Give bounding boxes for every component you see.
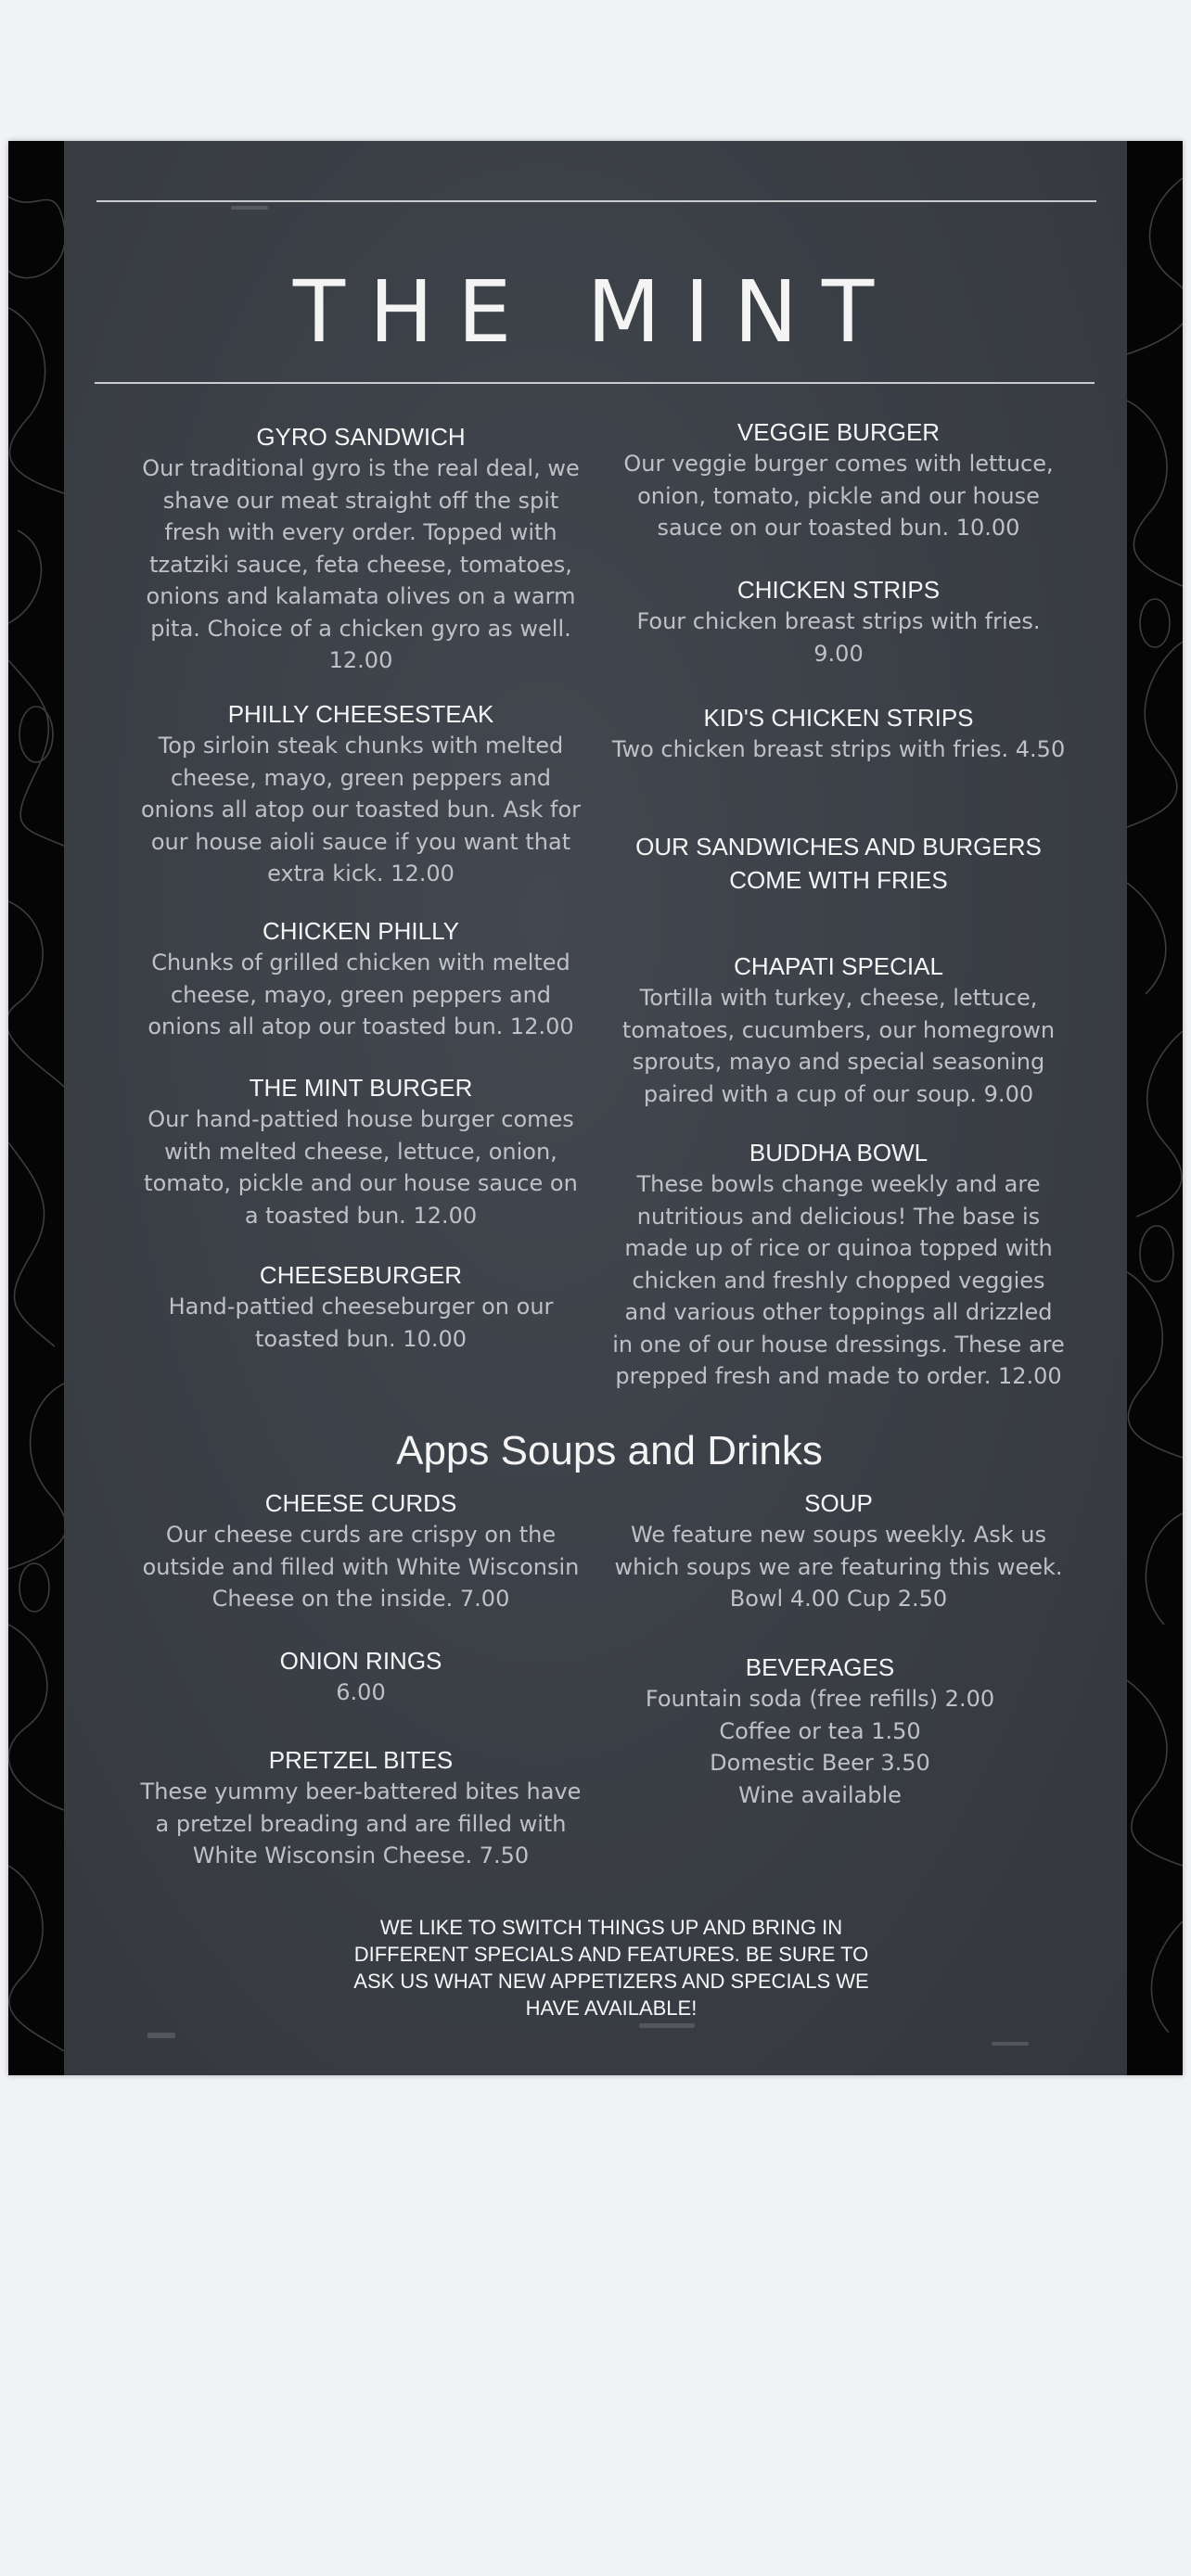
topographic-border-right — [1127, 141, 1183, 2075]
item-name: CHICKEN PHILLY — [263, 917, 459, 945]
item-name: PRETZEL BITES — [268, 1746, 454, 1774]
item-name: VEGGIE BURGER — [736, 418, 941, 446]
menu-item-soup — [611, 1487, 1066, 1615]
chalk-mark — [147, 2033, 175, 2038]
topographic-pattern-right-icon — [1127, 141, 1183, 2075]
item-name: CHEESEBURGER — [259, 1261, 463, 1289]
item-name: CHEESE CURDS — [264, 1489, 457, 1517]
beverage-line: Fountain soda (free refills) 2.00 — [645, 1686, 995, 1712]
menu-item-buddha-bowl — [611, 1137, 1066, 1393]
menu-item-cheese-curds — [138, 1487, 583, 1615]
item-name: BUDDHA BOWL — [749, 1139, 928, 1167]
specials-footer-note: WE LIKE TO SWITCH THINGS UP AND BRING IN DIFFERENT SPECIALS AND FEATURES. BE SURE TO ASK US WHAT NEW APPETIZERS AND SPECIALS WE HAVE AVAILABLE! — [353, 1916, 869, 2020]
title-divider — [95, 382, 1095, 384]
item-name: OUR SANDWICHES AND BURGERS COME WITH FRIES — [635, 833, 1042, 894]
section-heading-apps-soups-drinks: Apps Soups and Drinks — [396, 1428, 823, 1473]
item-description: Top sirloin steak chunks with melted cheese, mayo, green peppers and onions all atop our toasted bun. Ask for our house aioli sauce if you want that extra kick. 12.00 — [140, 733, 582, 886]
fries-note — [611, 830, 1066, 897]
beverage-line: Wine available — [738, 1781, 902, 1808]
item-description: Our veggie burger comes with lettuce, onion, tomato, pickle and our house sauce on our toasted bun. 10.00 — [623, 451, 1054, 541]
topographic-border-left — [8, 141, 64, 2075]
menu-item-mint-burger — [138, 1072, 583, 1231]
item-description: Four chicken breast strips with fries. 9.00 — [636, 608, 1041, 667]
beverage-line: Domestic Beer 3.50 — [710, 1750, 930, 1776]
menu-item-gyro-sandwich — [138, 421, 583, 677]
item-name: SOUP — [804, 1489, 873, 1517]
menu-item-pretzel-bites — [138, 1744, 583, 1872]
item-description: Our cheese curds are crispy on the outside and filled with White Wisconsin Cheese on the inside. 7.00 — [142, 1522, 580, 1612]
menu-item-cheeseburger — [138, 1259, 583, 1355]
chalk-mark — [992, 2042, 1029, 2046]
item-name: KID'S CHICKEN STRIPS — [703, 704, 974, 732]
menu-item-chicken-strips — [611, 574, 1066, 670]
topographic-pattern-left-icon — [8, 141, 64, 2075]
top-divider — [96, 200, 1096, 202]
chalkboard-panel — [64, 141, 1127, 2075]
beverage-line: Coffee or tea 1.50 — [719, 1717, 921, 1744]
item-description: Hand-pattied cheeseburger on our toasted bun. 10.00 — [168, 1294, 554, 1352]
item-name: ONION RINGS — [279, 1647, 442, 1675]
menu-item-beverages — [593, 1651, 1047, 1811]
menu-item-veggie-burger — [611, 416, 1066, 544]
item-description: These bowls change weekly and are nutritious and delicious! The base is made up of rice or quinoa topped with chicken and freshly chopped veggies and various other toppings all drizzled in one of our house dressings. These are prepped fresh and made to order. 12.00 — [612, 1171, 1065, 1389]
item-name: THE MINT BURGER — [249, 1074, 473, 1102]
item-description: Tortilla with turkey, cheese, lettuce, tomatoes, cucumbers, our homegrown sprouts, mayo and special seasoning paired with a cup of our soup. 9.00 — [621, 985, 1056, 1107]
menu-item-onion-rings — [138, 1645, 583, 1709]
item-description: Chunks of grilled chicken with melted cheese, mayo, green peppers and onions all atop our toasted bun. 12.00 — [147, 950, 574, 1039]
item-description: Our traditional gyro is the real deal, we shave our meat straight off the spit fresh with every order. Topped with tzatziki sauce, feta cheese, tomatoes, onions and kalamata olives on a warm pita. Choice of a chicken gyro as well. 12.00 — [142, 455, 580, 673]
item-name: BEVERAGES — [745, 1653, 895, 1681]
restaurant-title: THE MINT — [292, 262, 899, 362]
item-name: PHILLY CHEESESTEAK — [227, 700, 494, 728]
item-name: CHAPATI SPECIAL — [734, 952, 943, 980]
menu-item-chicken-philly — [138, 915, 583, 1043]
chalk-mark — [639, 2023, 695, 2028]
item-name: GYRO SANDWICH — [256, 423, 466, 451]
item-name: CHICKEN STRIPS — [736, 576, 941, 604]
item-description: We feature new soups weekly. Ask us which soups we are featuring this week. Bowl 4.00 Cup 2.50 — [614, 1522, 1063, 1612]
menu-item-kids-chicken-strips — [611, 702, 1066, 766]
item-description: These yummy beer-battered bites have a pretzel breading and are filled with White Wisconsin Cheese. 7.50 — [140, 1779, 582, 1868]
item-description: Our hand-pattied house burger comes with melted cheese, lettuce, onion, tomato, pickle and our house sauce on a toasted bun. 12.00 — [144, 1106, 578, 1229]
menu-card — [8, 141, 1183, 2075]
menu-item-chapati-special — [611, 950, 1066, 1110]
item-description: Two chicken breast strips with fries. 4.50 — [611, 736, 1066, 762]
chalk-mark — [231, 206, 268, 210]
menu-item-philly-cheesesteak — [138, 698, 583, 890]
item-description: 6.00 — [336, 1679, 386, 1705]
